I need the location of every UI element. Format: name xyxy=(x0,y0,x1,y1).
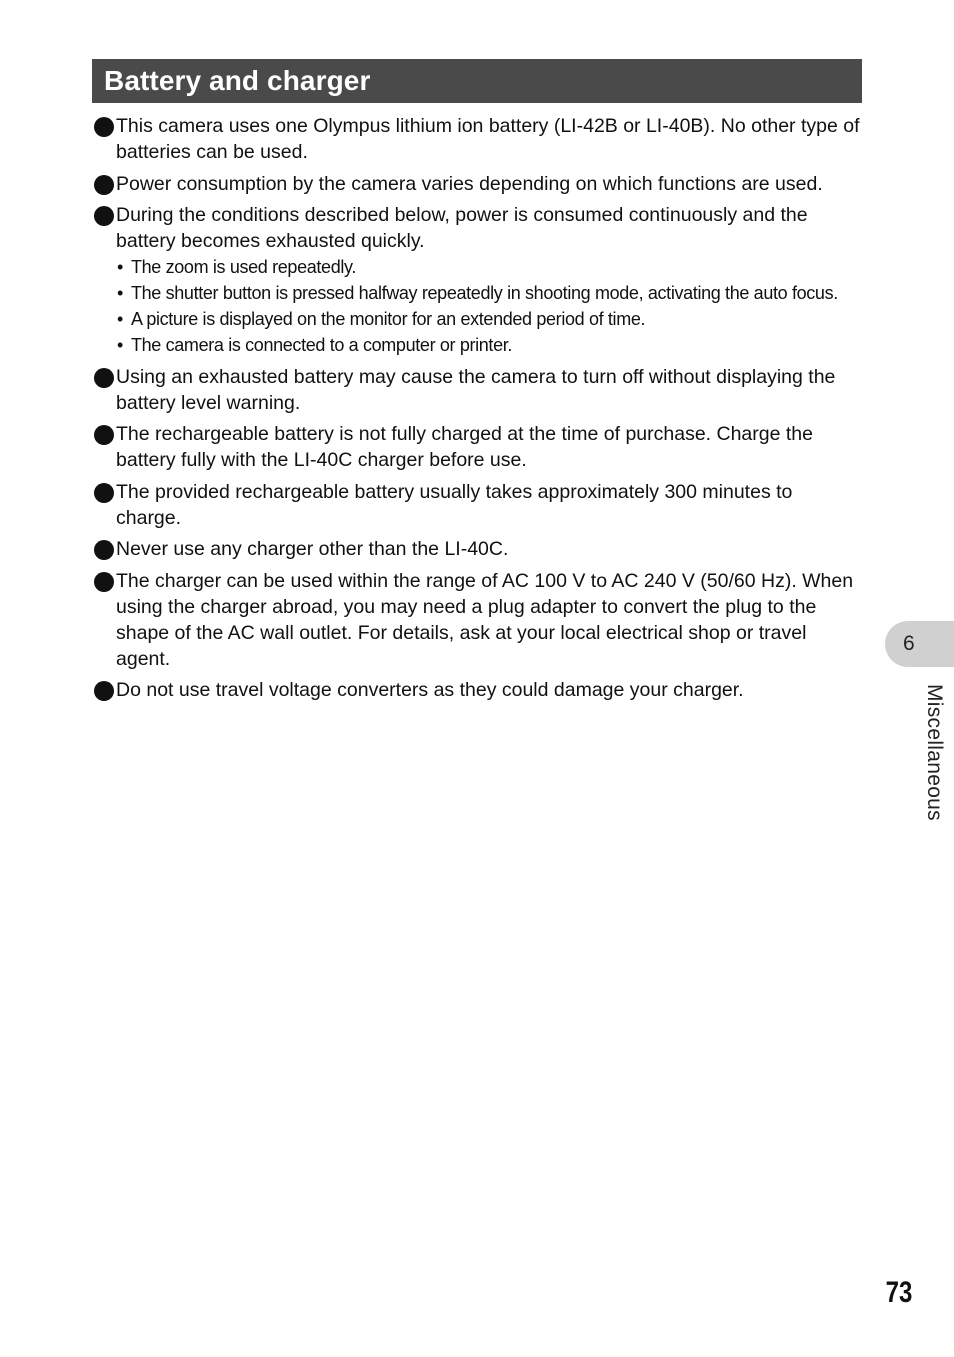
list-item-text: During the conditions described below, power is consumed continuously and the battery becomes exhausted quickly. xyxy=(116,204,808,252)
sub-list-item-text: The shutter button is pressed halfway repeatedly in shooting mode, activating the auto focus. xyxy=(131,283,838,303)
list-item-text: Using an exhausted battery may cause the camera to turn off without displaying the battery level warning. xyxy=(116,365,836,414)
chapter-tab xyxy=(885,621,954,667)
sub-list-item xyxy=(116,306,862,332)
list-item-text: Power consumption by the camera varies depending on which functions are used. xyxy=(116,172,823,195)
small-bullet-icon: • xyxy=(117,257,123,277)
list-item xyxy=(92,202,862,358)
bullet-dot-icon xyxy=(94,572,114,592)
bullet-dot-icon xyxy=(94,483,114,503)
bullet-dot-icon xyxy=(94,681,114,701)
bullet-dot-icon xyxy=(94,117,114,137)
small-bullet-icon: • xyxy=(117,335,123,355)
sub-list xyxy=(116,254,862,358)
list-item-text: The charger can be used within the range of AC 100 V to AC 240 V (50/60 Hz). When using the charger abroad, you may need a plug adapter to convert the plug to the shape of the AC wall outlet. For details, ask at your local electrical shop or travel agent. xyxy=(116,569,854,670)
list-item-text: Never use any charger other than the LI-40C. xyxy=(116,538,509,560)
list-item-text: The rechargeable battery is not fully charged at the time of purchase. Charge the battery fully with the LI-40C charger before use. xyxy=(116,423,813,471)
sub-list-item xyxy=(116,254,862,280)
chapter-label: Miscellaneous xyxy=(923,684,946,821)
section-title: Battery and charger xyxy=(104,65,371,96)
list-item xyxy=(92,364,862,416)
list-item-text: Do not use travel voltage converters as they could damage your charger. xyxy=(116,679,744,701)
bullet-dot-icon xyxy=(94,540,114,560)
section-header xyxy=(92,59,862,103)
sub-list-item-text: A picture is displayed on the monitor for an extended period of time. xyxy=(131,309,646,329)
sub-list-item xyxy=(116,280,862,306)
small-bullet-icon: • xyxy=(117,283,123,303)
list-item xyxy=(92,568,862,672)
page-number: 73 xyxy=(885,1276,912,1309)
list-item-text: The provided rechargeable battery usually takes approximately 300 minutes to charge. xyxy=(116,480,793,529)
list-item xyxy=(92,536,862,562)
sub-list-item-text: The camera is connected to a computer or printer. xyxy=(131,335,513,355)
bullet-dot-icon xyxy=(94,368,114,388)
bullet-dot-icon xyxy=(94,175,114,195)
bullet-list xyxy=(92,113,862,709)
list-item xyxy=(92,479,862,531)
list-item xyxy=(92,421,862,473)
bullet-dot-icon xyxy=(94,206,114,226)
small-bullet-icon: • xyxy=(117,309,123,329)
sub-list-item-text: The zoom is used repeatedly. xyxy=(131,257,356,277)
bullet-dot-icon xyxy=(94,425,114,445)
chapter-number: 6 xyxy=(903,632,915,655)
list-item xyxy=(92,677,862,703)
list-item xyxy=(92,171,862,197)
list-item xyxy=(92,113,862,165)
sub-list-item xyxy=(116,332,862,358)
list-item-text: This camera uses one Olympus lithium ion battery (LI-42B or LI-40B). No other type of batteries can be used. xyxy=(116,115,860,163)
